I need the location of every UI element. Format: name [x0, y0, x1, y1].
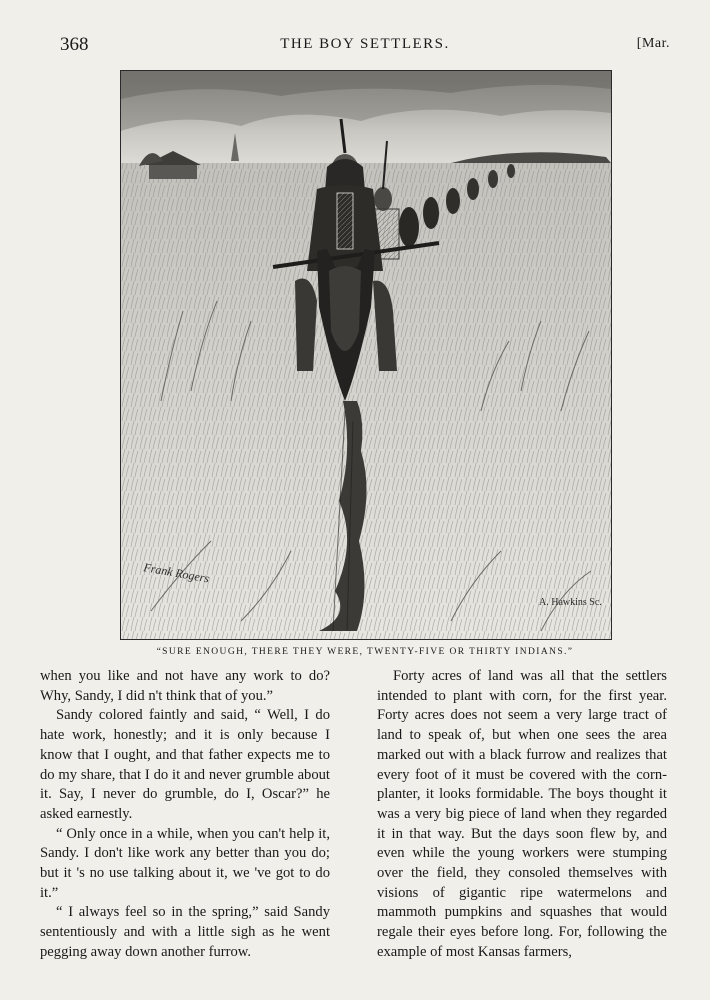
artist-signature-text: Frank Rogers [142, 560, 211, 586]
paragraph: “ I always feel so in the spring,” said Sandy sententiously and with a little sigh as he went pegging away down another furrow. [40, 904, 330, 960]
running-head [60, 34, 670, 56]
page-number: 368 [60, 34, 89, 55]
paragraph: when you like and not have any work to do? Why, Sandy, I did n't think that of you.” [40, 668, 330, 704]
issue-month: [Mar. [636, 36, 670, 51]
running-title: THE BOY SETTLERS. [280, 36, 450, 52]
text-column-left [40, 667, 330, 963]
engraver-signature-right [539, 597, 602, 608]
paragraph: Sandy colored faintly and said, “ Well, I do hate work, honestly; and it is only because I know that I ought, and that father expects me to do my share, that I do it and never grumble about it. Say, I never do grumble, do I, Oscar?” he asked earnestly. [40, 707, 330, 822]
paragraph: Forty acres of land was all that the settlers intended to plant with corn, for the first year. Forty acres does not seem a very large tract of land to speak of, but when one sees the area marked out with a black furrow and realizes that every foot of it must be covered with the corn-planter, it looks formidable. The boys thought it was a very big piece of land when they regarded it in that way. But the days soon flew by, and even while the young workers were stumping over the field, they consoled themselves with visions of gigantic ripe watermelons and mammoth pumpkins and squashes that would regale their eyes before long. For, following the example of most Kansas farmers, [377, 668, 667, 960]
engraving-scene [121, 71, 611, 639]
engraver-signature-text: A. Hawkins Sc. [539, 597, 602, 608]
paragraph: “ Only once in a while, when you can't help it, Sandy. I don't like work any better than you do; but it 's no use talking about it, we 've got to do it.” [40, 825, 330, 901]
text-column-right [377, 667, 667, 963]
illustration-caption: “SURE ENOUGH, THERE THEY WERE, TWENTY-FIVE OR THIRTY INDIANS.” [156, 647, 574, 657]
engraving-illustration [120, 70, 612, 640]
